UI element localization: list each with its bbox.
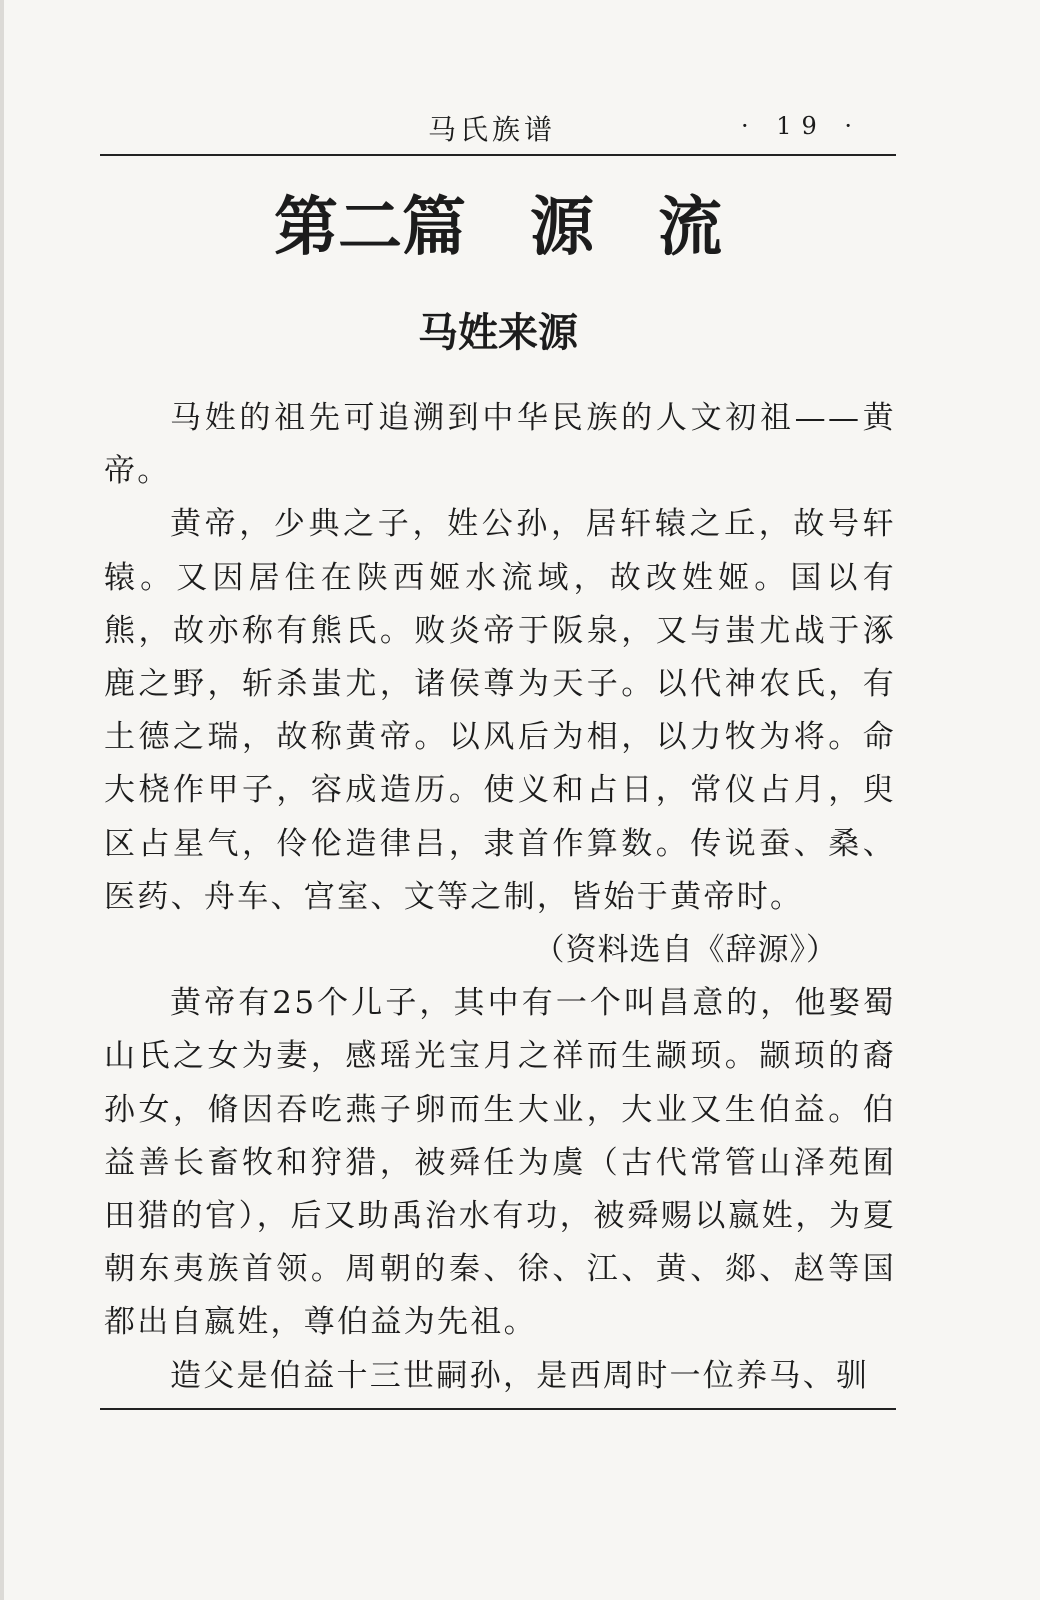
chapter-title: 第二篇 源 流 <box>274 191 722 265</box>
paragraph-descendants: 黄帝有25个儿子，其中有一个叫昌意的，他娶蜀山氏之女为妻，感瑶光宝月之祥而生颛顼。颛顼的裔孙女，脩因吞吃燕子卵而生大业，大业又生伯益。伯益善长畜牧和狩猎，被舜任为虞（古代常管山泽苑囿田猎的官），后又助禹治水有功，被舜赐以嬴姓，为夏朝东夷族首领。周朝的秦、徐、江、黄、郯、赵等国都出自嬴姓，尊伯益为先祖。 <box>104 985 896 1341</box>
running-header <box>100 108 896 150</box>
paragraph-huangdi: 黄帝，少典之子，姓公孙，居轩辕之丘，故号轩辕。又因居住在陕西姬水流域，故改姓姬。国以有熊，故亦称有熊氏。败炎帝于阪泉，又与蚩尤战于涿鹿之野，斩杀蚩尤，诸侯尊为天子。以代神农氏，有土德之瑞，故称黄帝。以风后为相，以力牧为将。命大桡作甲子，容成造历。使义和占日，常仪占月，臾区占星气，伶伦造律吕，隶首作算数。传说蚕、桑、医药、舟车、宫室、文等之制，皆始于黄帝时。 <box>104 506 896 915</box>
page-number: · 19 · <box>740 112 862 140</box>
section-title: 马姓来源 <box>418 309 578 356</box>
running-title: 马氏族谱 <box>428 113 557 146</box>
page-edge-shadow <box>0 0 4 1600</box>
footer-rule <box>100 1408 896 1410</box>
header-rule <box>100 154 896 156</box>
paragraph-origin: 马姓的祖先可追溯到中华民族的人文初祖——黄帝。 <box>104 400 896 490</box>
paragraph-zaofu: 造父是伯益十三世嗣孙，是西周时一位养马、驯 <box>170 1357 870 1394</box>
source-citation: （资料选自《辞源》） <box>533 932 838 969</box>
body-text <box>104 392 896 1403</box>
